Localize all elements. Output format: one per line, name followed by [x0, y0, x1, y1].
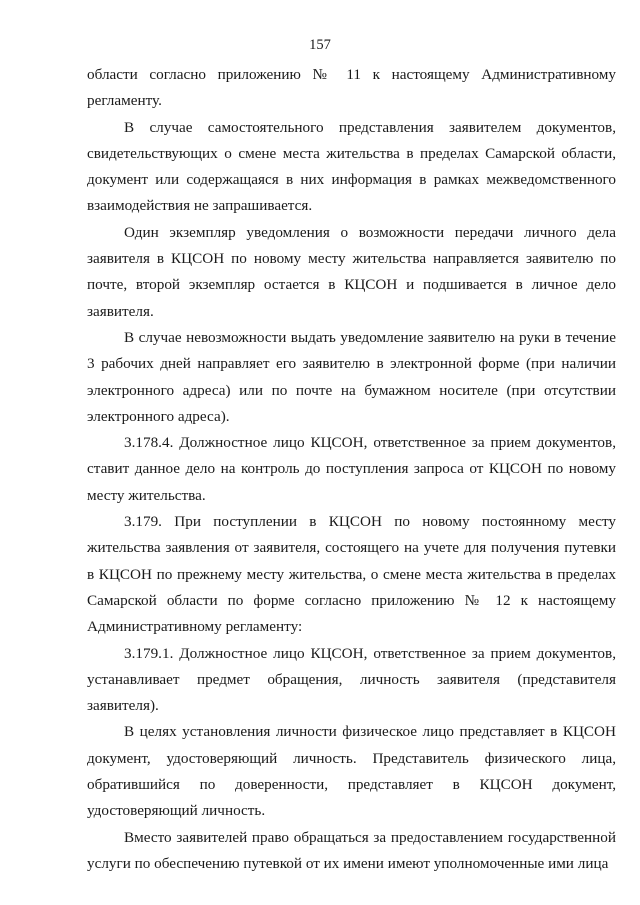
paragraph-3: Один экземпляр уведомления о возможности передачи личного дела заявителя в КЦСОН по новому месту жительства направляется заявителю по почте, второй экземпляр остается в КЦСОН и подшивается в личное дело заявителя.	[87, 223, 616, 320]
page-number: 157	[309, 37, 331, 53]
paragraph-1: области согласно приложению № 11 к настоящему Административному регламенту.	[87, 66, 616, 110]
paragraph-4: В случае невозможности выдать уведомление заявителю на руки в течение 3 рабочих дней направляет его заявителю в электронной форме (при наличии электронного адреса) или по почте на бумажном носителе (при отсутствии электронного адреса).	[87, 328, 616, 425]
document-body	[87, 62, 616, 877]
paragraph-9: Вместо заявителей право обращаться за предоставлением государственной услуги по обеспечению путевкой от их имени имеют уполномоченные ими лица	[87, 828, 616, 872]
paragraph-5: 3.178.4. Должностное лицо КЦСОН, ответственное за прием документов, ставит данное дело на контроль до поступления запроса от КЦСОН по новому месту жительства.	[87, 434, 616, 504]
paragraph-8: В целях установления личности физическое лицо представляет в КЦСОН документ, удостоверяющий личность. Представитель физического лица, обратившийся по доверенности, представляет в КЦСОН документ, удостоверяющий личность.	[87, 723, 616, 820]
paragraph-6: 3.179. При поступлении в КЦСОН по новому постоянному месту жительства заявления от заявителя, состоящего на учете для получения путевки в КЦСОН по прежнему месту жительства, о смене места жительства в пределах Самарской области по форме согласно приложению № 12 к настоящему Административному регламенту:	[87, 513, 616, 636]
paragraph-2: В случае самостоятельного представления заявителем документов, свидетельствующих о смене места жительства в пределах Самарской области, документ или содержащаяся в них информация в рамках межведомственного взаимодействия не запрашивается.	[87, 118, 616, 215]
paragraph-7: 3.179.1. Должностное лицо КЦСОН, ответственное за прием документов, устанавливает предмет обращения, личность заявителя (представителя заявителя).	[87, 644, 616, 715]
